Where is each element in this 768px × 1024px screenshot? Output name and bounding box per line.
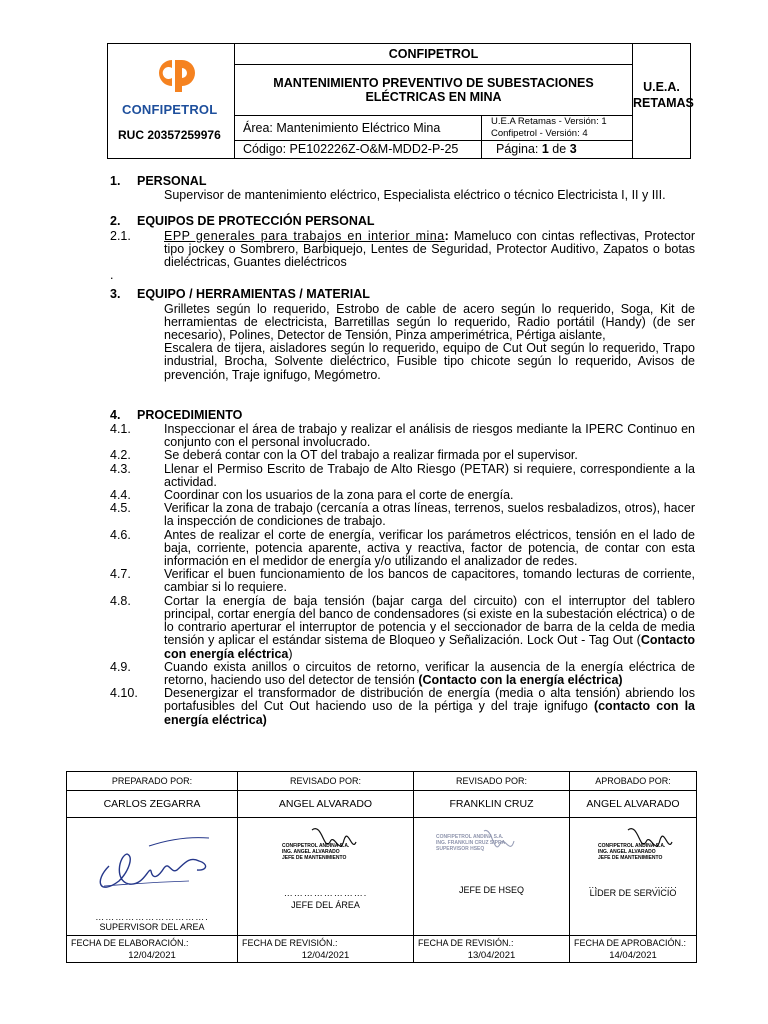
- stamp-text-2: CONFIPETROL ANDINA S.A. ING. ANGEL ALVARADO JEFE DE MANTENIMIENTO: [282, 843, 350, 861]
- signature-cell-2: [238, 818, 414, 936]
- title-supervisor: SUPERVISOR DEL AREA: [99, 922, 205, 932]
- version-line-1: U.E.A Retamas - Versión: 1: [491, 116, 607, 127]
- title-area-head: JEFE DEL ÁREA: [291, 900, 360, 910]
- roles-row: [67, 772, 697, 791]
- document-title: [235, 65, 633, 116]
- names-row: [67, 791, 697, 818]
- procedure-item: 4.3. Llenar el Permiso Escrito de Trabajo de Alto Riesgo (PETAR) si requiere, correspondiente a la actividad.: [110, 461, 695, 489]
- section-equipment-title: 3. EQUIPO / HERRAMIENTAS / MATERIAL: [110, 287, 370, 302]
- equipment-para-2: Escalera de tijera, aisladores según lo requerido, equipo de Cut Out según lo requerido, Trapo industrial, Brocha, Solvente dieléctrico, Fusible tipo chicote según lo requerido, Avisos de prevención, Traje ignifugo, Megómetro.: [164, 341, 695, 382]
- approval-table: [66, 771, 697, 963]
- document-body: [110, 175, 695, 727]
- title-line-2: ELÉCTRICAS EN MINA: [365, 90, 502, 104]
- signature-line-4: … …….: [588, 880, 678, 890]
- stamp-text-4: CONFIPETROL ANDINA S.A. ING. ANGEL ALVARADO JEFE DE MANTENIMIENTO: [598, 843, 666, 861]
- name-preparer: CARLOS ZEGARRA: [67, 791, 238, 818]
- epp-item: 2.1. EPP generales para trabajos en interior mina: Mameluco con cintas reflectivas, Protector tipo jockey o Sombrero, Barbiquejo, Lentes de Seguridad, Protector Auditivo, Zapatos o botas dieléctricas, Guantes dieléctricos: [110, 228, 696, 270]
- version-line-2: Confipetrol - Versión: 4: [491, 128, 588, 139]
- date-cell-2: FECHA DE REVISIÓN.: 12/04/2021: [238, 936, 414, 963]
- logo-text: CONFIPETROL: [122, 102, 218, 117]
- role-reviewed-1: REVISADO POR:: [238, 772, 414, 791]
- uea-line-1: U.E.A.: [643, 80, 680, 94]
- ruc-number: RUC 20357259976: [118, 128, 221, 142]
- epp-item-label: EPP generales para trabajos en interior mina: [164, 228, 445, 243]
- name-reviewer-1: ANGEL ALVARADO: [238, 791, 414, 818]
- procedure-item: 4.4. Coordinar con los usuarios de la zona para el corte de energía.: [110, 488, 514, 503]
- stamp-text-3: CONFIPETROL ANDINA S.A. ING. FRANKLIN CRUZ SIPRA SUPERVISOR HSEQ: [436, 834, 506, 852]
- signature-cell-4: [570, 818, 697, 936]
- area-field: Área: Mantenimiento Eléctrico Mina: [235, 116, 482, 141]
- page-mid: de: [548, 142, 570, 156]
- company-name: CONFIPETROL: [235, 44, 633, 65]
- document-header: [107, 43, 694, 159]
- date-review-1: 12/04/2021: [301, 950, 350, 961]
- role-prepared: PREPARADO POR:: [67, 772, 238, 791]
- title-service-lead: LÍDER DE SERVICIO: [589, 888, 677, 898]
- section-personal-title: 1. PERSONAL: [110, 174, 207, 188]
- page-field: [482, 141, 633, 158]
- page-prefix: Página:: [496, 142, 542, 156]
- equipment-para-1: Grilletes según lo requerido, Estrobo de cable de acero según lo requerido, Soga, Kit de herramientas de electricista, Barretillas según lo requerido, Radio portátil (Handy) (de ser necesario), Polines, Detector de Tensión, Pinza amperimétrica, Pértiga aislante,: [164, 301, 695, 343]
- section-procedure-title: 4. PROCEDIMIENTO: [110, 407, 243, 422]
- title-hseq-head: JEFE DE HSEQ: [458, 885, 524, 895]
- signatures-row: [67, 818, 697, 936]
- title-line-1: MANTENIMIENTO PREVENTIVO DE SUBESTACIONES: [273, 76, 594, 90]
- signature-cell-1: [67, 818, 238, 936]
- procedure-item: 4.6. Antes de realizar el corte de energía, verificar los parámetros eléctricos, tensión en el lado de baja, corriente, potencia aparente, activa y reactiva, factor de potencia, de contar con esta información en el medidor de energía y/o utilizando el analizador de redes.: [110, 527, 695, 569]
- date-cell-1: FECHA DE ELABORACIÓN.: 12/04/2021: [67, 936, 238, 963]
- procedure-item: 4.2. Se deberá contar con la OT del trabajo a realizar firmada por el supervisor.: [110, 448, 578, 463]
- date-cell-4: FECHA DE APROBACIÓN.: 14/04/2021: [570, 936, 697, 963]
- procedure-item: 4.7. Verificar el buen funcionamiento de los bancos de capacitores, tomando lecturas de corriente, cambiar si lo requiere.: [110, 567, 695, 595]
- handwritten-signature-icon: [89, 826, 219, 896]
- procedure-list: [110, 423, 695, 727]
- date-cell-3: FECHA DE REVISIÓN.: 13/04/2021: [414, 936, 570, 963]
- date-elaboration: 12/04/2021: [128, 950, 176, 961]
- code-field: Código: PE102226Z-O&M-MDD2-P-25: [235, 141, 482, 158]
- version-field: [482, 116, 633, 141]
- section-epp-title: 2. EQUIPOS DE PROTECCIÓN PERSONAL: [110, 214, 375, 229]
- uea-cell: [633, 44, 694, 158]
- uea-line-2: RETAMAS: [633, 96, 694, 110]
- signature-line-2: …………………….: [283, 888, 368, 898]
- procedure-item: 4.1. Inspeccionar el área de trabajo y realizar el análisis de riesgos mediante la IPERC Continuo en conjunto con el personal involucrado.: [110, 422, 695, 450]
- procedure-item: 4.10. Desenergizar el transformador de distribución de energía (media o alta tensión) abriendo los portafusibles del Cut Out haciendo uso de la pértiga y del traje ignifugo (contacto con la energía eléctrica): [110, 686, 695, 727]
- role-approved: APROBADO POR:: [570, 772, 697, 791]
- page-number: 1: [541, 142, 549, 156]
- name-approver: ANGEL ALVARADO: [570, 791, 697, 818]
- page-total: 3: [569, 142, 577, 156]
- procedure-item: 4.9. Cuando exista anillos o circuitos de retorno, verificar la ausencia de la energía eléctrica de retorno, haciendo uso del detector de tensión (Contacto con la energía eléctrica): [110, 659, 695, 687]
- name-reviewer-2: FRANKLIN CRUZ: [414, 791, 570, 818]
- epp-item-text: Mameluco con cintas reflectivas, Protector tipo jockey o Sombrero, Barbiquejo, Lentes de Seguridad, Protector Auditivo, Zapatos o botas dieléctricas, Guantes dieléctricos: [164, 228, 696, 270]
- date-review-2: 13/04/2021: [467, 950, 516, 961]
- role-reviewed-2: REVISADO POR:: [414, 772, 570, 791]
- confipetrol-logo-icon: [150, 56, 198, 94]
- dates-row: [67, 936, 697, 963]
- date-approval: 14/04/2021: [609, 950, 657, 961]
- logo-cell: [108, 44, 235, 158]
- epp-trailing-dot: .: [110, 268, 114, 283]
- procedure-item: 4.5. Verificar la zona de trabajo (cercanía a otras líneas, terrenos, suelos resbaladizos, otros), hacer la inspección de condiciones de trabajo.: [110, 501, 695, 529]
- signature-line-1: …………………………….: [95, 912, 209, 922]
- procedure-item: 4.8. Cortar la energía de baja tensión (bajar carga del circuito) con el interruptor del tablero principal, cortar energía del banco de condensadores (si existe en la subestación eléctrica) o de lo contrario aperturar el interruptor de potencia y el seccionador de barra de la celda de media tensión y aplicar el estándar sistema de Bloqueo y Señalización. Lock Out - Tag Out (Contacto con energía eléctrica): [110, 593, 695, 661]
- section-personal-text: Supervisor de mantenimiento eléctrico, Especialista eléctrico o técnico Electricista I, II y III.: [164, 188, 666, 203]
- signature-cell-3: [414, 818, 570, 936]
